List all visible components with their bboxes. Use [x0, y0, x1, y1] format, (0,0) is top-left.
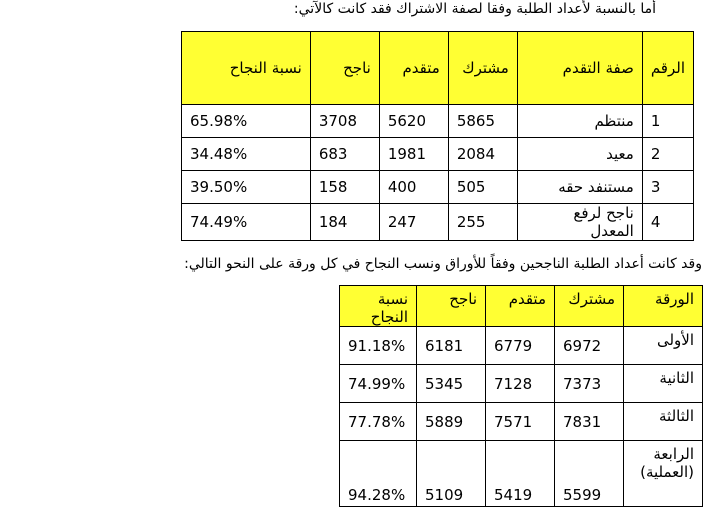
subscription-status-table: [181, 31, 694, 241]
table-header-row: [182, 32, 694, 105]
cell-applied: 5620: [379, 105, 448, 138]
cell-paper: الثالثة: [624, 403, 703, 441]
header-passed: ناجح: [417, 286, 486, 327]
cell-passed: 158: [310, 171, 379, 204]
table-row: [340, 327, 703, 365]
cell-registered: 5599: [555, 441, 624, 507]
cell-pass-rate: 74.49%: [182, 204, 311, 241]
cell-applied: 5419: [486, 441, 555, 507]
cell-applied: 7128: [486, 365, 555, 403]
cell-paper: الأولى: [624, 327, 703, 365]
cell-applied: 400: [379, 171, 448, 204]
header-paper: الورقة: [624, 286, 703, 327]
header-pass-rate: نسبة النجاح: [182, 32, 311, 105]
table-header-row: [340, 286, 703, 327]
cell-pass-rate: 34.48%: [182, 138, 311, 171]
cell-passed: 683: [310, 138, 379, 171]
cell-applied: 7571: [486, 403, 555, 441]
cell-applied: 1981: [379, 138, 448, 171]
cell-number: 4: [642, 204, 693, 241]
cell-passed: 5889: [417, 403, 486, 441]
cell-registered: 2084: [448, 138, 517, 171]
cell-paper: الثانية: [624, 365, 703, 403]
header-registered: مشترك: [448, 32, 517, 105]
cell-passed: 184: [310, 204, 379, 241]
papers-results-table: [339, 285, 703, 507]
cell-pass-rate: 91.18%: [340, 327, 417, 365]
header-number: الرقم: [642, 32, 693, 105]
table-row: [182, 171, 694, 204]
cell-registered: 7831: [555, 403, 624, 441]
cell-applied: 247: [379, 204, 448, 241]
cell-status: منتظم: [517, 105, 642, 138]
cell-status: ناجح لرفع المعدل: [517, 204, 642, 241]
cell-passed: 6181: [417, 327, 486, 365]
header-applied: متقدم: [486, 286, 555, 327]
header-applied: متقدم: [379, 32, 448, 105]
cell-registered: 505: [448, 171, 517, 204]
cell-passed: 5109: [417, 441, 486, 507]
cell-registered: 255: [448, 204, 517, 241]
cell-paper: الرابعة (العملية): [624, 441, 703, 507]
cell-registered: 6972: [555, 327, 624, 365]
cell-passed: 3708: [310, 105, 379, 138]
cell-pass-rate: 94.28%: [340, 441, 417, 507]
cell-number: 2: [642, 138, 693, 171]
second-paragraph: وقد كانت أعداد الطلبة الناجحين وفقاً للأوراق ونسب النجاح في كل ورقة على النحو التالي:: [184, 256, 702, 272]
cell-status: مستنفد حقه: [517, 171, 642, 204]
cell-number: 3: [642, 171, 693, 204]
table-row: [182, 105, 694, 138]
cell-status: معيد: [517, 138, 642, 171]
header-registered: مشترك: [555, 286, 624, 327]
table-row: [182, 204, 694, 241]
cell-pass-rate: 74.99%: [340, 365, 417, 403]
header-passed: ناجح: [310, 32, 379, 105]
table-row: [340, 365, 703, 403]
table-row: [182, 138, 694, 171]
intro-paragraph: أما بالنسبة لأعداد الطلبة وفقا لصفة الاشتراك فقد كانت كالآتي:: [293, 1, 656, 17]
header-pass-rate: نسبة النجاح: [340, 286, 417, 327]
table-row: [340, 403, 703, 441]
cell-number: 1: [642, 105, 693, 138]
header-status: صفة التقدم: [517, 32, 642, 105]
cell-pass-rate: 39.50%: [182, 171, 311, 204]
table-row: [340, 441, 703, 507]
cell-applied: 6779: [486, 327, 555, 365]
cell-pass-rate: 65.98%: [182, 105, 311, 138]
cell-registered: 5865: [448, 105, 517, 138]
cell-registered: 7373: [555, 365, 624, 403]
cell-pass-rate: 77.78%: [340, 403, 417, 441]
cell-passed: 5345: [417, 365, 486, 403]
